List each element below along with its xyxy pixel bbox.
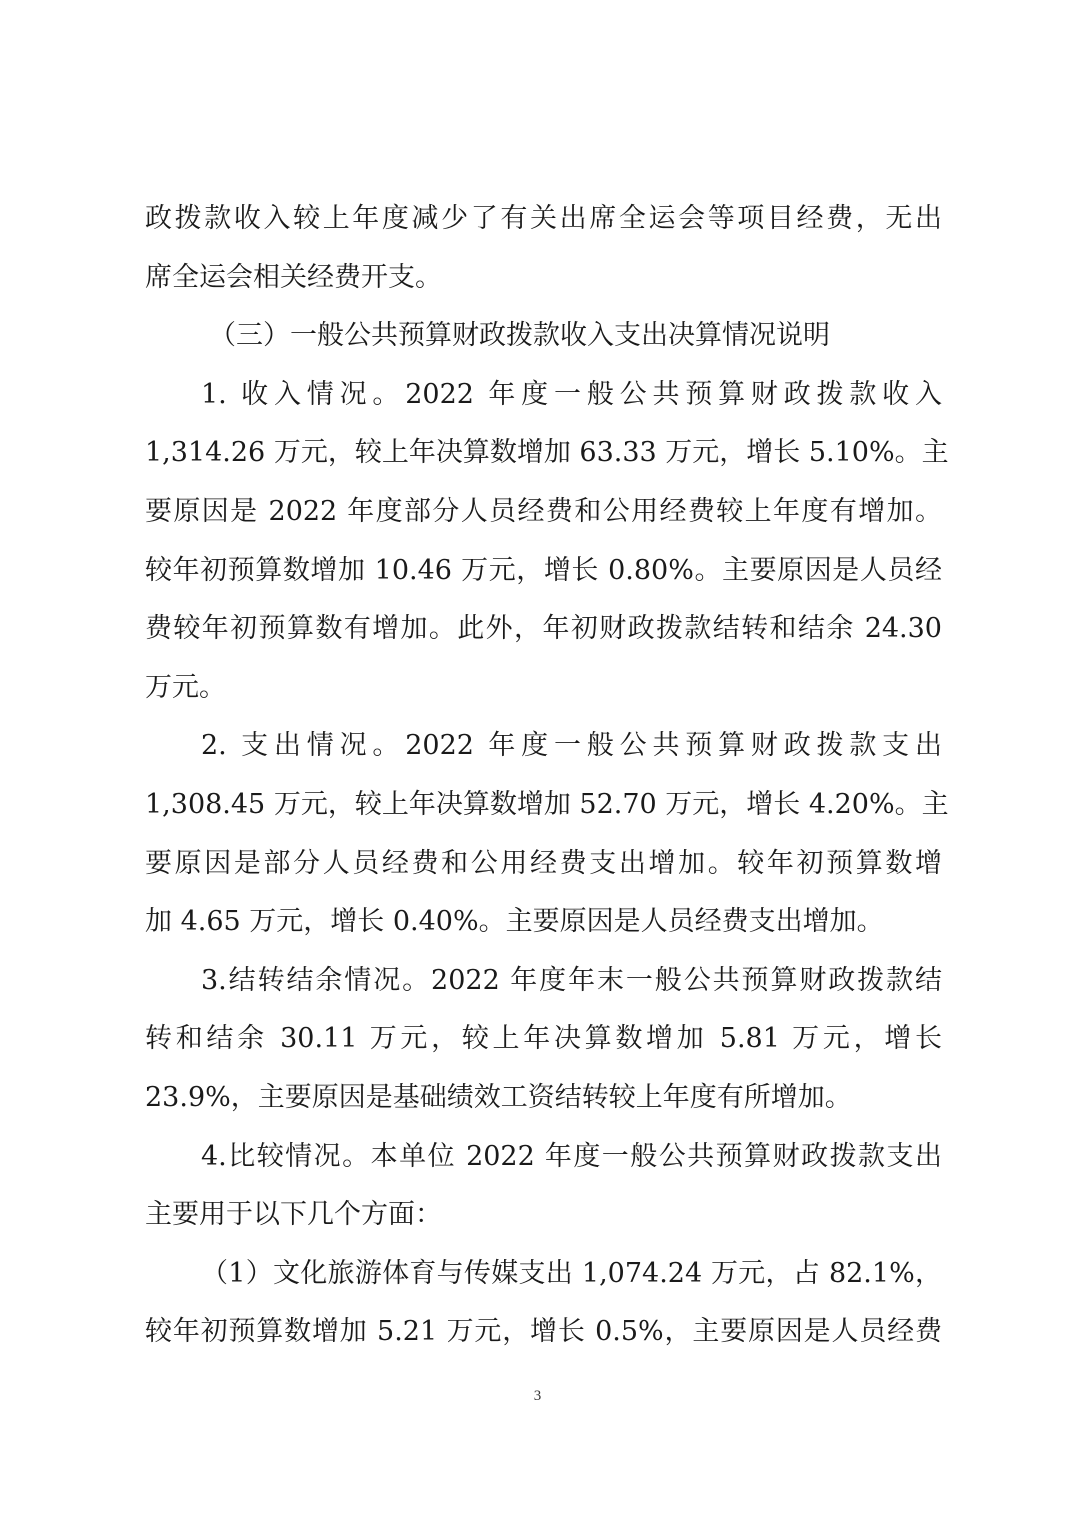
text-line: 要原因是 2022 年度部分人员经费和公用经费较上年度有增加。 <box>145 495 942 527</box>
paragraph-income <box>145 366 949 718</box>
text-line: 1,308.45 万元，较上年决算数增加 52.70 万元，增长 4.20%。主 <box>145 788 949 820</box>
paragraph-comparison <box>145 1128 942 1245</box>
paragraph-continuation <box>145 190 942 307</box>
text-line: 23.9%，主要原因是基础绩效工资结转较上年度有所增加。 <box>145 1081 852 1113</box>
paragraph-carryover <box>145 952 942 1128</box>
page-number: 3 <box>533 1388 542 1404</box>
text-line: 加 4.65 万元，增长 0.40%。主要原因是人员经费支出增加。 <box>145 906 884 938</box>
text-line: 席全运会相关经费开支。 <box>145 261 442 293</box>
text-line: 主要用于以下几个方面： <box>145 1199 442 1231</box>
text-line: 1. 收入情况。2022 年度一般公共预算财政拨款收入 <box>201 378 942 410</box>
text-line: 1,314.26 万元，较上年决算数增加 63.33 万元，增长 5.10%。主 <box>145 437 949 469</box>
text-line: 较年初预算数增加 5.21 万元，增长 0.5%，主要原因是人员经费 <box>145 1316 942 1348</box>
paragraph-culture-item <box>145 1245 942 1362</box>
text-line: 较年初预算数增加 10.46 万元，增长 0.80%。主要原因是人员经 <box>145 554 942 586</box>
section-heading <box>145 307 942 366</box>
text-line: （1）文化旅游体育与传媒支出 1,074.24 万元，占 82.1%， <box>201 1257 942 1289</box>
text-line: 要原因是部分人员经费和公用经费支出增加。较年初预算数增 <box>145 847 942 879</box>
paragraph-expenditure <box>145 717 949 951</box>
text-line: 3.结转结余情况。2022 年度年末一般公共预算财政拨款结 <box>201 964 942 996</box>
text-line: 万元。 <box>145 671 226 703</box>
text-line: 政拨款收入较上年度减少了有关出席全运会等项目经费，无出 <box>145 203 942 234</box>
text-line: 转和结余 30.11 万元，较上年决算数增加 5.81 万元，增长 <box>145 1023 942 1055</box>
text-line: 费较年初预算数有增加。此外，年初财政拨款结转和结余 24.30 <box>145 613 942 645</box>
text-line: 4.比较情况。本单位 2022 年度一般公共预算财政拨款支出 <box>201 1140 942 1172</box>
heading-text: （三）一般公共预算财政拨款收入支出决算情况说明 <box>209 320 830 352</box>
document-page <box>145 190 949 1362</box>
text-line: 2. 支出情况。2022 年度一般公共预算财政拨款支出 <box>201 730 942 762</box>
